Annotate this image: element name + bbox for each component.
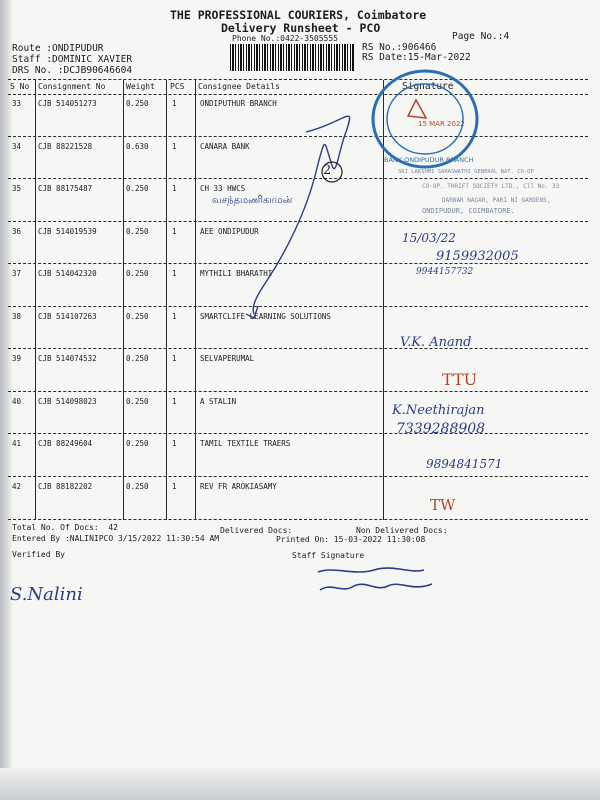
staff-signature-label: Staff Signature (292, 551, 365, 560)
row-sno: 42 (12, 482, 22, 491)
row-weight: 0.250 (126, 354, 149, 363)
scan-edge-shadow (0, 0, 12, 800)
rs-number: RS No.:906466 (362, 42, 437, 53)
staff-name: Staff :DOMINIC XAVIER (12, 54, 133, 65)
row36-date: 15/03/22 (402, 231, 456, 245)
total-docs: Total No. Of Docs: 42 (12, 523, 118, 532)
row-sno: 38 (12, 312, 22, 321)
stamp-bottom-text: BANK ONDIPUDUR BRANCH (384, 156, 474, 164)
row-consignment: CJB 88175487 (38, 184, 93, 193)
row-pcs: 1 (172, 439, 177, 448)
row-consignment: CJB 88182202 (38, 482, 93, 491)
row-consignee: CANARA BANK (200, 142, 250, 151)
row-pcs: 1 (172, 269, 177, 278)
row-divider (8, 476, 588, 477)
col-divider (35, 80, 36, 520)
row-weight: 0.630 (126, 142, 149, 151)
row35-tamil-signature: வசந்தமணிகாமன் (212, 195, 293, 206)
row-sno: 35 (12, 184, 22, 193)
row-consignee: MYTHILI BHARATHI (200, 269, 273, 278)
scan-bottom-shadow (0, 768, 600, 800)
entered-by: Entered By :NALINIPCO 3/15/2022 11:30:54 AM (12, 534, 220, 543)
row-divider (8, 433, 588, 434)
row-consignment: CJB 514098023 (38, 397, 97, 406)
row-divider (8, 391, 588, 392)
signature-column-header: Signature (402, 81, 454, 92)
stamp-line: ONDIPUDUR, COIMBATORE. (422, 207, 515, 215)
row-pcs: 1 (172, 99, 177, 108)
row-consignment: CJB 514019539 (38, 227, 97, 236)
table-top-rule (8, 79, 588, 80)
row-pcs: 1 (172, 397, 177, 406)
row-weight: 0.250 (126, 312, 149, 321)
delivery-arrow-scribble (196, 92, 396, 332)
row39-note: TTU (442, 370, 478, 389)
stamp-line: CO-OP. THRIFT SOCIETY LTD., Cll No. 33 (422, 183, 560, 190)
row-consignee: SMARTCLIFE LEARNING SOLUTIONS (200, 312, 331, 321)
row-consignment: CJB 514051273 (38, 99, 97, 108)
row-weight: 0.250 (126, 439, 149, 448)
staff-signature-scribble (314, 562, 444, 598)
row41-phone: 9894841571 (426, 457, 503, 471)
row40-name: K.Neethirajan (392, 403, 485, 418)
company-title: THE PROFESSIONAL COURIERS, Coimbatore (170, 8, 427, 22)
stamp-date: 15 MAR 2022 (418, 120, 465, 128)
row-sno: 40 (12, 397, 22, 406)
rs-date: RS Date:15-Mar-2022 (362, 52, 471, 63)
col-consignment-header: Consignment No (38, 82, 106, 91)
col-divider (166, 80, 167, 520)
row-sno: 36 (12, 227, 22, 236)
row38-signature: V.K. Anand (400, 335, 472, 350)
circled-count: 2 (323, 163, 332, 178)
col-sno-header: S No (10, 82, 30, 91)
row-consignment: CJB 514074532 (38, 354, 97, 363)
row-pcs: 1 (172, 142, 177, 151)
row-weight: 0.250 (126, 227, 149, 236)
col-divider (123, 80, 124, 520)
row-consignee: TAMIL TEXTILE TRAERS (200, 439, 291, 448)
row-consignee: A STALIN (200, 397, 237, 406)
row-consignee: ONDIPUTHUR BRANCH (200, 99, 277, 108)
page-number: Page No.:4 (452, 31, 510, 42)
row42-note: TW (430, 496, 456, 514)
row40-phone: 7339288908 (396, 421, 486, 437)
row-sno: 34 (12, 142, 22, 151)
row-consignment: CJB 514107263 (38, 312, 97, 321)
row-consignment: CJB 88249604 (38, 439, 93, 448)
row-pcs: 1 (172, 312, 177, 321)
row-sno: 33 (12, 99, 22, 108)
table-bottom-rule (8, 519, 588, 520)
route: Route :ONDIPUDUR (12, 43, 104, 54)
society-rect-stamp (398, 170, 594, 222)
col-weight-header: Weight (126, 82, 155, 91)
verifier-signature: S.Nalini (10, 584, 83, 605)
verified-by-label: Verified By (12, 550, 65, 559)
row-consignee: SELVAPERUMAL (200, 354, 255, 363)
row-divider (8, 348, 588, 349)
row-weight: 0.250 (126, 482, 149, 491)
row-sno: 37 (12, 269, 22, 278)
row-consignment: CJB 88221528 (38, 142, 93, 151)
row-weight: 0.250 (126, 269, 149, 278)
printed-on: Printed On: 15-03-2022 11:30:08 (276, 535, 426, 544)
row-pcs: 1 (172, 184, 177, 193)
non-delivered-docs: Non Delivered Docs: (356, 526, 448, 535)
col-consignee-header: Consignee Details (198, 82, 280, 91)
row-weight: 0.250 (126, 99, 149, 108)
delivered-docs: Delivered Docs: (220, 526, 293, 535)
row-consignee: REV FR AROKIASAMY (200, 482, 277, 491)
stamp-line: SRI LAKSHMI SARASWATHI GENERAL NAT. CO-OP (398, 169, 534, 175)
row-consignee: AEE ONDIPUDUR (200, 227, 259, 236)
row-sno: 41 (12, 439, 22, 448)
runsheet-subtitle: Delivery Runsheet - PCO (221, 21, 381, 35)
stamp-line: DARNAR NAGAR, PARI NI GARDENS, (442, 197, 551, 204)
row-weight: 0.250 (126, 184, 149, 193)
phone-number: Phone No.:0422-3505555 (232, 34, 338, 43)
row-pcs: 1 (172, 227, 177, 236)
col-pcs-header: PCS (170, 82, 185, 91)
row-consignment: CJB 514042320 (38, 269, 97, 278)
row-pcs: 1 (172, 354, 177, 363)
drs-number: DRS No. :DCJB90646604 (12, 65, 133, 76)
row-weight: 0.250 (126, 397, 149, 406)
row-sno: 39 (12, 354, 22, 363)
row37-phone: 9944157732 (416, 267, 474, 277)
barcode (230, 44, 355, 71)
row-consignee: CH 33 HWCS (200, 184, 246, 193)
row-pcs: 1 (172, 482, 177, 491)
row36-phone: 9159932005 (436, 249, 519, 264)
